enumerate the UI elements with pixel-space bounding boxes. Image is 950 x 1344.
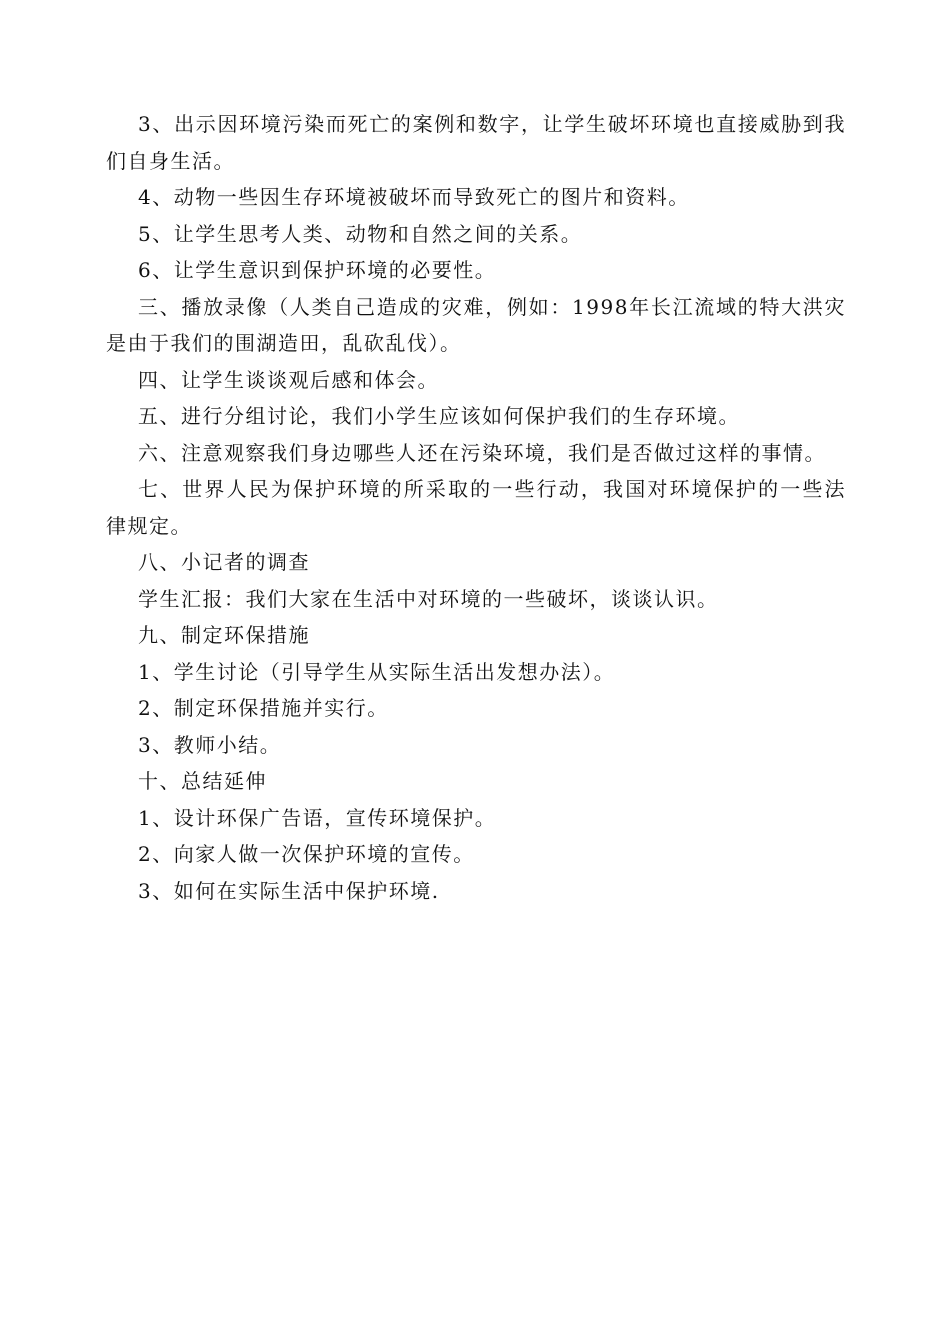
section-heading: 八、小记者的调查 bbox=[138, 550, 310, 574]
list-item: 1、学生讨论（引导学生从实际生活出发想办法）。 bbox=[138, 659, 616, 684]
paragraph: 学生汇报：我们大家在生活中对环境的一些破坏，谈谈认识。 bbox=[138, 586, 719, 611]
list-item: 3、教师小结。 bbox=[138, 732, 282, 757]
list-item: 1、设计环保广告语，宣传环境保护。 bbox=[138, 805, 497, 830]
document-body bbox=[106, 106, 846, 909]
list-item: 2、向家人做一次保护环境的宣传。 bbox=[138, 842, 475, 866]
paragraph: 四、让学生谈谈观后感和体会。 bbox=[138, 367, 439, 392]
paragraph: 六、注意观察我们身边哪些人还在污染环境，我们是否做过这样的事情。 bbox=[138, 440, 826, 465]
paragraph: 4、动物一些因生存环境被破坏而导致死亡的图片和资料。 bbox=[138, 185, 690, 209]
paragraph: 三、播放录像（人类自己造成的灾难，例如：1998年长江流域的特大洪灾是由于我们的围湖造田，乱砍乱伐）。 bbox=[106, 294, 846, 355]
section-heading: 十、总结延伸 bbox=[138, 769, 267, 793]
list-item: 2、制定环保措施并实行。 bbox=[138, 696, 389, 720]
paragraph: 五、进行分组讨论，我们小学生应该如何保护我们的生存环境。 bbox=[138, 404, 740, 428]
paragraph: 3、出示因环境污染而死亡的案例和数字，让学生破坏环境也直接威胁到我们自身生活。 bbox=[106, 112, 846, 173]
list-item: 3、如何在实际生活中保护环境. bbox=[138, 878, 440, 903]
paragraph: 七、世界人民为保护环境的所采取的一些行动，我国对环境保护的一些法律规定。 bbox=[106, 477, 846, 538]
section-heading: 九、制定环保措施 bbox=[138, 623, 310, 647]
paragraph: 6、让学生意识到保护环境的必要性。 bbox=[138, 258, 497, 282]
paragraph: 5、让学生思考人类、动物和自然之间的关系。 bbox=[138, 221, 583, 246]
